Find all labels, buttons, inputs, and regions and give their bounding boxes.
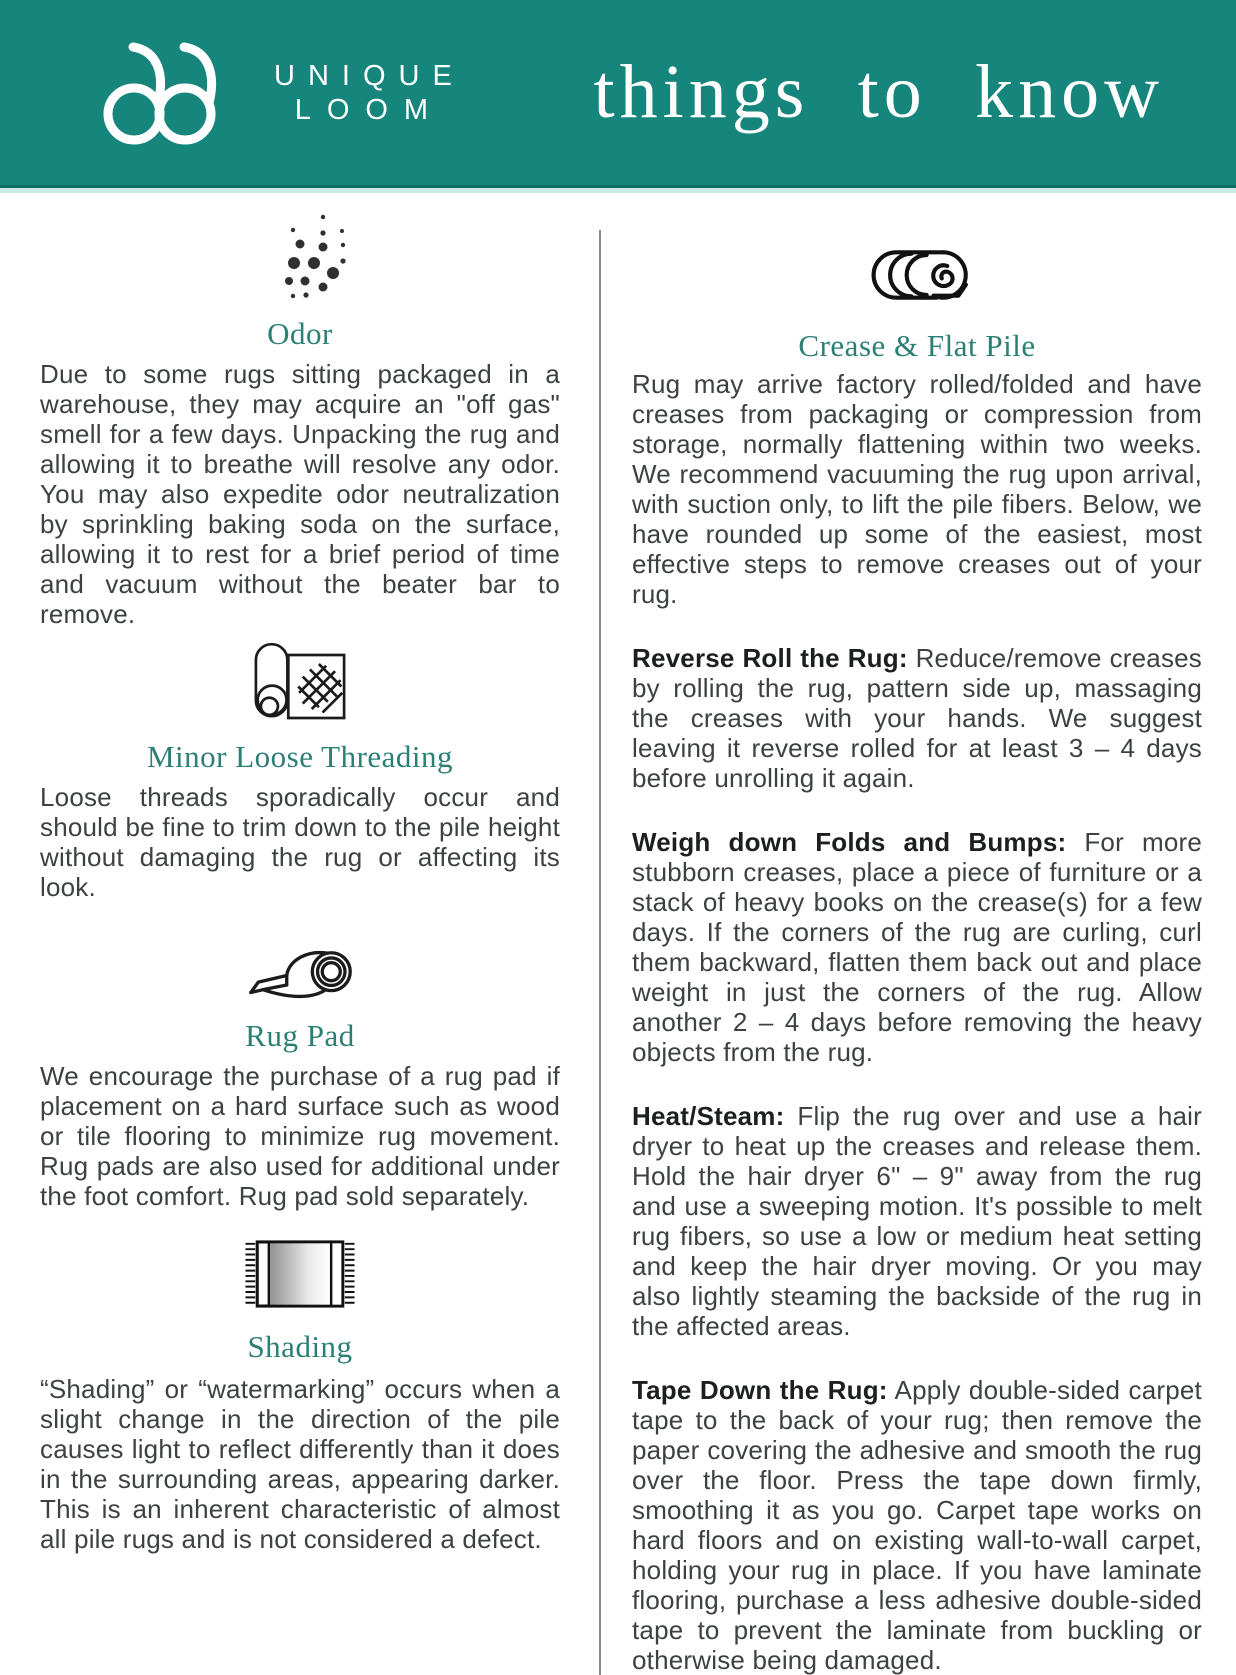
brand-name-line1: UNIQUE bbox=[274, 59, 465, 92]
shaded-rug-icon bbox=[239, 1237, 361, 1311]
tip-text: For more stubborn creases, place a piece of furniture or a stack of heavy books on the crease(s) for a few days. If the corners of the rug are curling, curl them backward, flatten them back out and place weight in just the corners of the rug. Allow another 2 – 4 days before removing the heavy objects from the rug. bbox=[632, 827, 1202, 1067]
section-text: “Shading” or “watermarking” occurs when a slight change in the direction of the pile causes light to reflect differently than it does in the surrounding areas, appearing darker. This is an inherent characteristic of almost all pile rugs and is not considered a defect. bbox=[40, 1374, 560, 1554]
brand-name bbox=[274, 59, 465, 127]
tip-label: Tape Down the Rug: bbox=[632, 1375, 888, 1405]
section-rugpad bbox=[40, 930, 560, 1211]
tip-text: Flip the rug over and use a hair dryer to heat up the creases and release them. Hold the hair dryer 6" – 9" away from the rug and use a sweeping motion. It's possible to melt rug fibers, so use a low or medium heat setting and keep the hair dryer moving. Or you may also lightly steaming the backside of the rug in the affected areas. bbox=[632, 1101, 1202, 1341]
tip-label: Weigh down Folds and Bumps: bbox=[632, 827, 1067, 857]
tip-paragraph bbox=[632, 827, 1202, 1067]
section-threading bbox=[40, 637, 560, 902]
column-divider bbox=[599, 230, 601, 1675]
page-title: things to know bbox=[593, 50, 1164, 134]
section-heading: Rug Pad bbox=[245, 1018, 355, 1053]
tip-paragraph bbox=[632, 643, 1202, 793]
rolled-rug-crease-icon bbox=[853, 244, 981, 306]
brand-name-line2: LOOM bbox=[294, 93, 445, 126]
odor-speckles-icon bbox=[250, 210, 350, 302]
rug-pad-roll-icon bbox=[240, 930, 360, 1002]
rolled-rug-threading-icon bbox=[241, 637, 359, 727]
right-column bbox=[632, 188, 1202, 1675]
tip-text: Apply double-sided carpet tape to the back of your rug; then remove the paper covering the adhesive and smooth the rug over the floor. Press the tape down firmly, smoothing it as you go. Carpet tape works on hard floors and on existing wall-to-wall carpet, holding your rug in place. If you have laminate flooring, purchase a less adhesive double-sided tape to prevent the laminate from buckling or otherwise being damaged. bbox=[632, 1375, 1202, 1675]
tip-text: Reduce/remove creases by rolling the rug, pattern side up, massaging the creases with your hands. We suggest leaving it reverse rolled for at least 3 – 4 days before unrolling it again. bbox=[632, 643, 1203, 793]
section-odor bbox=[40, 210, 560, 629]
section-text: Due to some rugs sitting packaged in a warehouse, they may acquire an "off gas" smell for a few days. Unpacking the rug and allowing it to breathe will resolve any odor. You may also expedite odor neutralization by sprinkling baking soda on the surface, allowing it to rest for a brief period of time and vacuum without the beater bar to remove. bbox=[40, 359, 560, 629]
tip-label: Reverse Roll the Rug: bbox=[632, 643, 908, 673]
brand bbox=[98, 37, 465, 149]
tip-paragraph bbox=[632, 1101, 1202, 1341]
tip-paragraph bbox=[632, 1375, 1202, 1675]
section-heading: Shading bbox=[247, 1329, 353, 1364]
section-heading: Odor bbox=[267, 316, 333, 351]
section-text: Loose threads sporadically occur and should be fine to trim down to the pile height without damaging the rug or affecting its look. bbox=[40, 782, 560, 902]
section-heading: Minor Loose Threading bbox=[146, 739, 454, 774]
header-banner bbox=[0, 0, 1236, 188]
section-text: We encourage the purchase of a rug pad if placement on a hard surface such as wood or tile flooring to minimize rug movement. Rug pads are also used for additional under the foot comfort. Rug pad sold separately. bbox=[40, 1061, 560, 1211]
section-heading: Crease & Flat Pile bbox=[798, 328, 1036, 363]
section-text: Rug may arrive factory rolled/folded and have creases from packaging or compression from storage, normally flattening within two weeks. We recommend vacuuming the rug upon arrival, with suction only, to lift the pile fibers. Below, we have rounded up some of the easiest, most effective steps to remove creases out of your rug. bbox=[632, 369, 1202, 609]
tip-label: Heat/Steam: bbox=[632, 1101, 785, 1131]
content bbox=[0, 188, 1236, 1675]
section-shading bbox=[40, 1237, 560, 1554]
left-column bbox=[40, 188, 560, 1675]
unique-loom-logo-icon bbox=[98, 37, 248, 149]
